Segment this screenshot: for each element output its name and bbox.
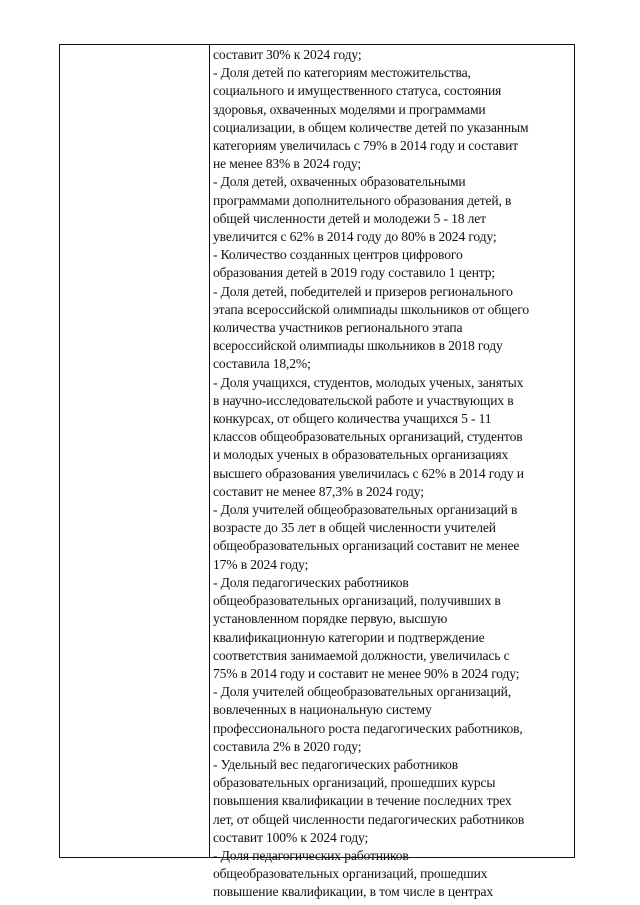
text-line: - Доля педагогических работников	[213, 848, 409, 864]
text-line: соответствия занимаемой должности, увеличилась с	[213, 648, 510, 664]
text-line: социализации, в общем количестве детей по указанным	[213, 120, 529, 136]
text-line: образовательных организаций, прошедших курсы	[213, 776, 496, 792]
text-line: увеличится с 62% в 2014 году до 80% в 2024 году;	[213, 230, 497, 246]
text-line: профессионального роста педагогических работников,	[213, 721, 523, 737]
text-line: 75% в 2014 году и составит не менее 90% в 2024 году;	[213, 666, 520, 682]
text-line: - Доля учащихся, студентов, молодых ученых, занятых	[213, 375, 524, 391]
text-line: составит не менее 87,3% в 2024 году;	[213, 484, 424, 500]
text-line: образования детей в 2019 году составило 1 центр;	[213, 266, 496, 282]
text-line: повышения квалификации в течение последних трех	[213, 794, 512, 810]
text-line: здоровья, охваченных моделями и программами	[213, 102, 486, 118]
text-line: количества участников регионального этапа	[213, 321, 463, 337]
text-line: программами дополнительного образования детей, в	[213, 193, 512, 209]
text-line: - Доля учителей общеобразовательных организаций,	[213, 685, 512, 701]
text-line: повышение квалификации, в том числе в центрах	[213, 885, 494, 901]
text-line: - Количество созданных центров цифрового	[213, 248, 463, 264]
text-line: - Доля учителей общеобразовательных организаций в	[213, 503, 518, 519]
text-line: составит 100% к 2024 году;	[213, 830, 369, 846]
text-line: не менее 83% в 2024 году;	[213, 157, 361, 173]
text-line: квалификационную категории и подтверждение	[213, 630, 485, 646]
text-line: общеобразовательных организаций составит не менее	[213, 539, 520, 555]
text-line: высшего образования увеличилась с 62% в 2014 году и	[213, 466, 524, 482]
table-cell-left-empty	[60, 45, 209, 857]
text-line: общеобразовательных организаций, получивших в	[213, 594, 501, 610]
text-line: в научно-исследовательской работе и участвующих в	[213, 393, 514, 409]
text-line: составит 30% к 2024 году;	[213, 48, 362, 63]
text-line: - Удельный вес педагогических работников	[213, 757, 459, 773]
text-line: категориям увеличилась с 79% в 2014 году и составит	[213, 139, 519, 155]
text-line: и молодых ученых в образовательных организациях	[213, 448, 509, 464]
text-line: социального и имущественного статуса, состояния	[213, 84, 502, 100]
text-line: конкурсах, от общего количества учащихся 5 - 11	[213, 412, 492, 428]
text-line: установленном порядке первую, высшую	[213, 612, 448, 628]
text-line: - Доля детей, охваченных образовательными	[213, 175, 466, 191]
text-line: классов общеобразовательных организаций, студентов	[213, 430, 523, 446]
text-line: общеобразовательных организаций, прошедших	[213, 867, 488, 883]
text-line: составила 18,2%;	[213, 357, 311, 373]
text-line: возрасте до 35 лет в общей численности учителей	[213, 521, 496, 537]
text-line: - Доля детей по категориям местожительства,	[213, 66, 471, 82]
text-line: лет, от общей численности педагогических работников	[213, 812, 525, 828]
text-line: - Доля детей, победителей и призеров регионального	[213, 284, 513, 300]
text-line: - Доля педагогических работников	[213, 575, 409, 591]
text-line: этапа всероссийской олимпиады школьников от общего	[213, 302, 530, 318]
table-column-divider	[209, 45, 210, 857]
text-line: составила 2% в 2020 году;	[213, 739, 362, 755]
text-line: общей численности детей и молодежи 5 - 18 лет	[213, 211, 486, 227]
text-line: 17% в 2024 году;	[213, 557, 309, 573]
document-table	[59, 44, 575, 901]
text-line: всероссийской олимпиады школьников в 2018 году	[213, 339, 503, 355]
text-line: вовлеченных в национальную систему	[213, 703, 432, 719]
table-cell-indicators	[213, 47, 575, 901]
